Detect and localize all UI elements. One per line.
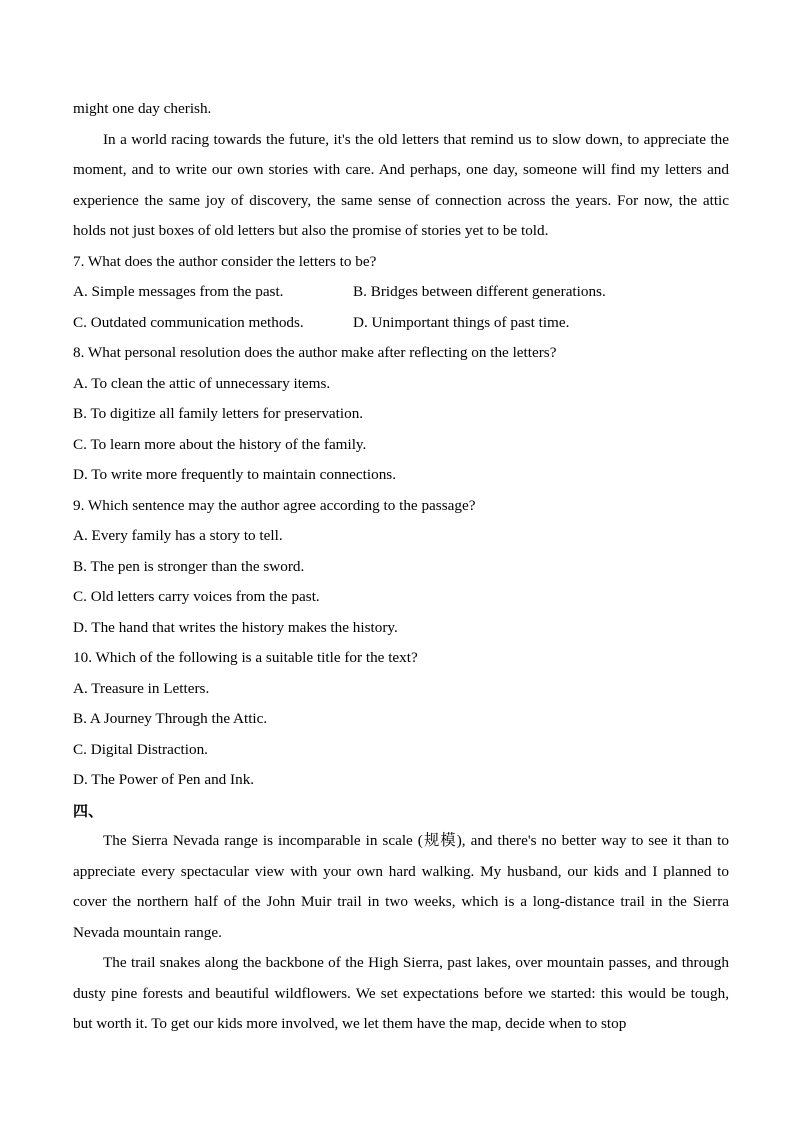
option-10b: B. A Journey Through the Attic. xyxy=(73,710,268,727)
option-7c: C. Outdated communication methods. xyxy=(73,313,304,331)
option-7d: D. Unimportant things of past time. xyxy=(353,313,570,331)
option-8a: A. To clean the attic of unnecessary items. xyxy=(73,374,331,392)
passage-paragraph-letters: In a world racing towards the future, it's the old letters that remind us to slow down, to appreciate the moment, and to write our own stories with care. And perhaps, one day, someone will find my letters and experience the same joy of discovery, the same sense of connection across the years. For now, the attic holds not just boxes of old letters but also the promise of stories yet to be told. xyxy=(73,130,729,239)
passage-tail: might one day cherish. xyxy=(73,100,212,117)
option-8c: C. To learn more about the history of the family. xyxy=(73,435,367,453)
question-stem-8: 8. What personal resolution does the author make after reflecting on the letters? xyxy=(73,344,557,361)
option-8b: B. To digitize all family letters for preservation. xyxy=(73,405,364,422)
option-10d: D. The Power of Pen and Ink. xyxy=(73,771,255,788)
question-stem-10: 10. Which of the following is a suitable title for the text? xyxy=(73,649,418,666)
question-stem-7: 7. What does the author consider the letters to be? xyxy=(73,252,377,270)
option-9c: C. Old letters carry voices from the past. xyxy=(73,588,320,605)
option-9b: B. The pen is stronger than the sword. xyxy=(73,557,305,575)
section-heading: 四、 xyxy=(73,801,104,820)
option-7a: A. Simple messages from the past. xyxy=(73,283,284,300)
passage-paragraph-sierra-2: The trail snakes along the backbone of the High Sierra, past lakes, over mountain passes, and through dusty pine forests and beautiful wildflowers. We set expectations before we started: this would be tough, but worth it. To get our kids more involved, we let them have the map, decide when to stop xyxy=(73,954,729,1032)
option-10a: A. Treasure in Letters. xyxy=(73,679,210,697)
question-options-7-row2 xyxy=(73,308,729,339)
option-7b: B. Bridges between different generations. xyxy=(353,283,606,300)
question-options-7 xyxy=(73,277,729,308)
question-stem-9: 9. Which sentence may the author agree according to the passage? xyxy=(73,496,476,514)
option-9a: A. Every family has a story to tell. xyxy=(73,527,283,544)
passage-paragraph-sierra-1: The Sierra Nevada range is incomparable in scale (规模), and there's no better way to see it than to appreciate every spectacular view with your own hard walking. My husband, our kids and I planned to cover the northern half of the John Muir trail in two weeks, which is a long-distance trail in the Sierra Nevada mountain range. xyxy=(73,832,729,941)
document-content xyxy=(73,94,729,1040)
option-10c: C. Digital Distraction. xyxy=(73,740,208,758)
option-8d: D. To write more frequently to maintain connections. xyxy=(73,466,396,483)
option-9d: D. The hand that writes the history makes the history. xyxy=(73,618,398,636)
